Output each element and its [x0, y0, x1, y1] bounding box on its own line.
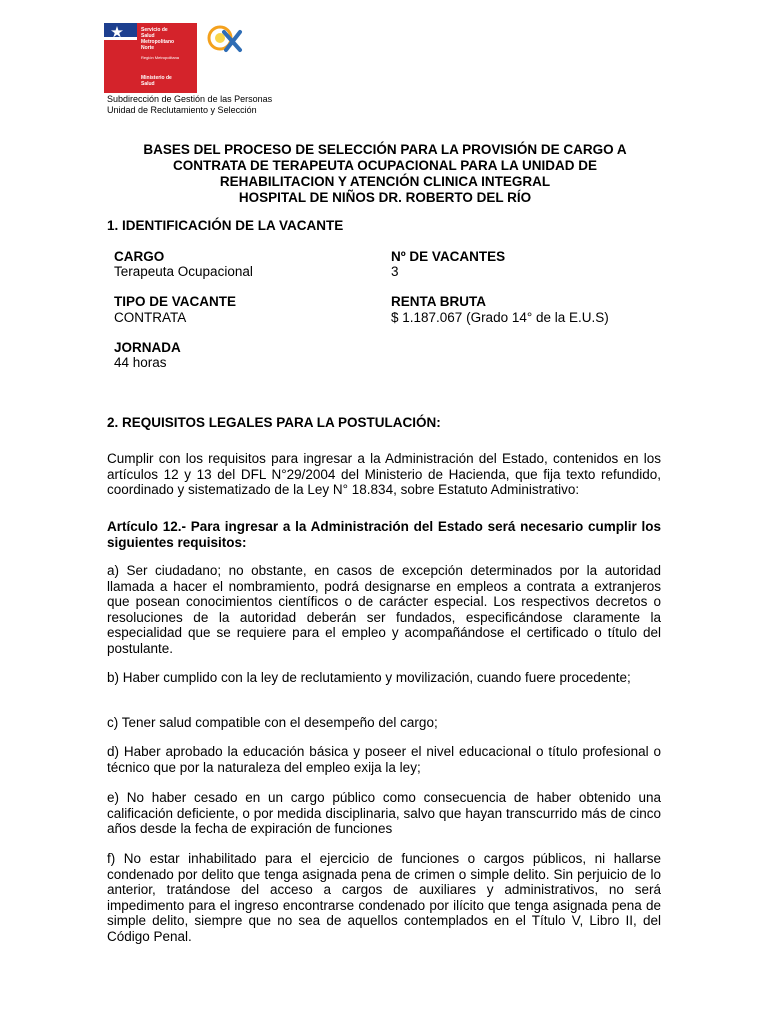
logo-org-name: [141, 27, 195, 51]
requirement-item-a: a) Ser ciudadano; no obstante, en casos de excepción determinados por la autoridad llamada a hacer el nombramiento, podrá designarse en empleos a contrata a extranjeros que posean conocimientos científicos o de carácter especial. Los respectivos decretos o resoluciones de la autoridad deberán ser fundados, especificándose claramente la especialidad que se requiere para el empleo y acompañándose el certificado o título del postulante.: [107, 563, 661, 656]
vacantes-value: 3: [391, 264, 399, 279]
section1-heading: 1. IDENTIFICACIÓN DE LA VACANTE: [107, 218, 344, 233]
requirement-item-d: d) Haber aprobado la educación básica y poseer el nivel educacional o título profesional o técnico que por la naturaleza del empleo exija la ley;: [107, 744, 661, 775]
article12-heading: Artículo 12.- Para ingresar a la Administración del Estado será necesario cumplir los siguientes requisitos:: [107, 519, 661, 550]
hospital-logo-icon: [206, 24, 246, 56]
section2-heading: 2. REQUISITOS LEGALES PARA LA POSTULACIÓN:: [107, 415, 441, 430]
requirement-item-f: f) No estar inhabilitado para el ejercicio de funciones o cargos públicos, ni hallarse condenado por delito que tenga asignada pena de crimen o simple delito. Sin perjuicio de lo anterior, tratándose del acceso a cargos de auxiliares y administrativos, no será impedimento para el ingreso encontrarse condenado por ilícito que tenga asignada pena de simple delito, siempre que no sea de aquellos contemplados en el Título V, Libro II, del Código Penal.: [107, 851, 661, 944]
subdepartment-header: [107, 94, 272, 116]
ssmn-logo: [104, 23, 197, 93]
logo-org-line: Metropolitano: [141, 39, 175, 45]
title-line: REHABILITACION Y ATENCIÓN CLINICA INTEGRAL: [219, 174, 551, 189]
requirement-item-e: e) No haber cesado en un cargo público como consecuencia de haber obtenido una calificación deficiente, o por medida disciplinaria, salvo que hayan transcurrido más de cinco años desde la fecha de expiración de funciones: [107, 790, 661, 837]
logo-org-line: Salud: [141, 33, 155, 39]
logo-ministry-line: Salud: [141, 81, 155, 87]
logo-org-line: Norte: [141, 45, 155, 51]
logo-white-band: [104, 37, 137, 40]
tipo-vacante-value: CONTRATA: [114, 310, 187, 325]
tipo-vacante-label: TIPO DE VACANTE: [114, 294, 237, 309]
requirements-intro: Cumplir con los requisitos para ingresar a la Administración del Estado, contenidos en los artículos 12 y 13 del DFL N°29/2004 del Ministerio de Hacienda, que fija texto refundido, coordinado y sistematizado de la Ley N° 18.834, sobre Estatuto Administrativo:: [107, 451, 661, 498]
logo-ministry: [141, 75, 195, 87]
logo-ministry-line: Ministerio de: [141, 75, 172, 81]
subdepartment-line: Subdirección de Gestión de las Personas: [107, 94, 273, 104]
vacantes-label: Nº DE VACANTES: [391, 249, 506, 264]
document-title: [100, 142, 670, 206]
requirement-item-c: c) Tener salud compatible con el desempeño del cargo;: [107, 715, 438, 730]
renta-bruta-label: RENTA BRUTA: [391, 294, 486, 309]
logo-region: Región Metropolitana: [141, 55, 180, 60]
requirement-item-b: b) Haber cumplido con la ley de reclutamiento y movilización, cuando fuere procedente;: [107, 670, 631, 685]
title-line: BASES DEL PROCESO DE SELECCIÓN PARA LA PROVISIÓN DE CARGO A: [143, 142, 627, 157]
jornada-value: 44 horas: [114, 355, 167, 370]
logo-org-line: Servicio de: [141, 27, 168, 33]
jornada-label: JORNADA: [114, 340, 181, 355]
title-line: CONTRATA DE TERAPEUTA OCUPACIONAL PARA LA UNIDAD DE: [173, 158, 597, 173]
cargo-label: CARGO: [114, 249, 165, 264]
renta-bruta-value: $ 1.187.067 (Grado 14° de la E.U.S): [391, 310, 609, 325]
title-line: HOSPITAL DE NIÑOS DR. ROBERTO DEL RÍO: [238, 190, 532, 205]
unit-line: Unidad de Reclutamiento y Selección: [107, 105, 257, 115]
cargo-value: Terapeuta Ocupacional: [114, 264, 253, 279]
